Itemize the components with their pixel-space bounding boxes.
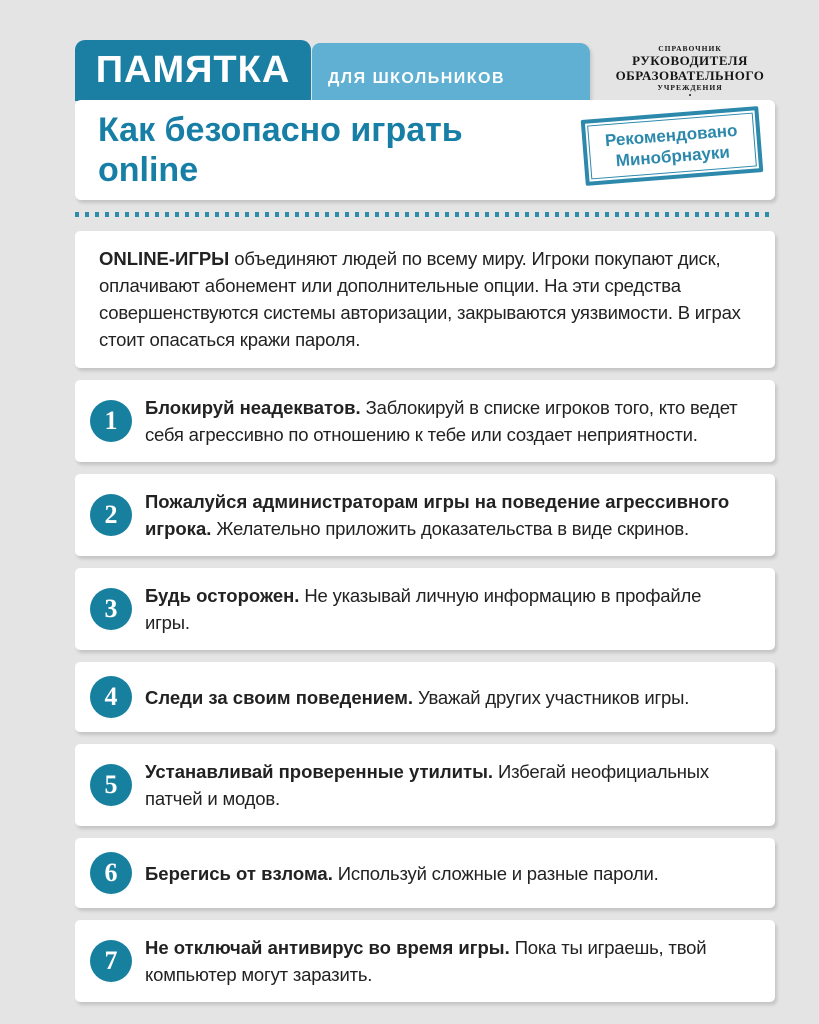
tip-number: 5 [104,770,118,799]
tip-number: 1 [104,406,118,435]
tip-card [75,838,775,908]
memo-badge-label: ПАМЯТКА [95,49,291,91]
audience-tab [312,43,590,101]
intro-lead: ONLINE-ИГРЫ [99,248,230,269]
tip-number: 7 [104,946,118,975]
tip-lead: Пожалуйся администраторам игры на поведение агрессивного игрока. [145,491,730,539]
tip-number-badge [90,940,132,982]
tip-lead: Берегись от взлома. [145,862,333,884]
tip-number-badge [90,494,132,536]
tip-body: Пока ты играешь, твой компьютер могут заразить. [145,937,707,985]
tip-text [145,394,747,448]
tip-text [145,582,747,636]
content-column [75,231,775,1002]
title-card [75,100,775,200]
tip-number-badge [90,676,132,718]
approval-stamp-frame [587,113,757,180]
tip-lead: Будь осторожен. [145,585,300,606]
tips-list [75,380,775,1002]
tip-number-badge [90,588,132,630]
tip-text [145,860,659,887]
stamp-line-2: Минобрнауки [615,142,731,171]
tip-card [75,920,775,1002]
tip-card [75,744,775,826]
logo-line-4: УЧРЕЖДЕНИЯ [657,82,723,92]
tip-card [75,568,775,650]
tip-body: Уважай других участников игры. [413,686,690,708]
tip-text [145,488,747,542]
intro-text: объединяют людей по всему миру. Игроки покупают диск, оплачивают абонемент или дополнительные опции. На эти средства совершенствуются системы авторизации, закрываются уязвимости. В играх стоит опасаться кражи пароля. [99,248,741,350]
page-title: Как безопасно играть online [98,111,463,189]
tip-text [145,684,689,711]
publisher-logo [612,45,768,99]
memo-badge [75,40,311,101]
tip-number-badge [90,764,132,806]
logo-bullet-icon: • [688,91,692,101]
tip-card [75,474,775,556]
tip-card [75,662,775,732]
tip-text [145,758,747,812]
tip-card [75,380,775,462]
tip-number: 4 [104,682,118,711]
tip-body: Избегай неофициальных патчей и модов. [145,761,709,809]
tip-body: Желательно приложить доказательства в виде скринов. [211,518,689,539]
tip-number: 6 [104,858,118,887]
audience-label: ДЛЯ ШКОЛЬНИКОВ [328,70,506,87]
tip-lead: Блокируй неадекватов. [145,397,361,418]
tip-text [145,934,747,988]
tip-lead: Следи за своим поведением. [145,686,414,708]
tip-body: Используй сложные и разные пароли. [332,862,659,884]
logo-line-3: ОБРАЗОВАТЕЛЬНОГО [615,67,765,83]
intro-card [75,231,775,368]
tip-lead: Не отключай антивирус во время игры. [145,937,510,958]
tip-number: 2 [104,500,118,529]
stamp-line-1: Рекомендовано [604,120,739,150]
tip-body: Не указывай личную информацию в профайле игры. [145,585,702,633]
tip-number-badge [90,852,132,894]
approval-stamp [581,106,764,186]
logo-line-2: РУКОВОДИТЕЛЯ [632,52,748,68]
tip-body: Заблокируй в списке игроков того, кто ведет себя агрессивно по отношению к тебе или создает неприятности. [145,397,738,445]
tip-lead: Устанавливай проверенные утилиты. [145,761,494,782]
logo-line-1: СПРАВОЧНИК [658,44,722,53]
tip-number: 3 [104,594,118,623]
tip-number-badge [90,400,132,442]
dotted-divider [75,212,775,217]
